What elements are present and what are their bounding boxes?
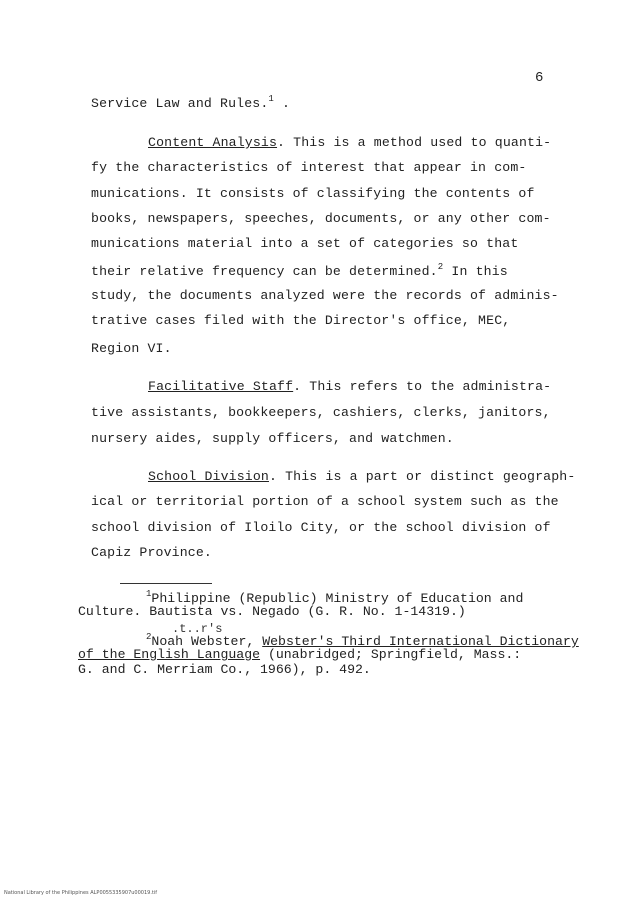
text-fragment: their relative frequency can be determined. [91, 264, 438, 279]
paragraph-school-division [148, 469, 575, 484]
text-fragment: Service Law and Rules. [91, 96, 269, 111]
text-line: ical or territorial portion of a school system such as the [91, 494, 559, 509]
title-language: of the English Language [78, 647, 261, 662]
scan-footer: National Library of the Philippines ALP0055335907u00019.tif [4, 890, 158, 896]
text-line: munications material into a set of categories so that [91, 236, 519, 251]
text-line: Region VI. [91, 341, 172, 356]
text-line: Capiz Province. [91, 545, 212, 560]
footnote-1-line-2: Culture. Bautista vs. Negado (G. R. No. 1-14319.) [78, 604, 466, 619]
text-line [91, 262, 508, 279]
text-line: school division of Iloilo City, or the school division of [91, 520, 551, 535]
text-fragment: Noah Webster, [151, 634, 263, 649]
footnote-ref: 2 [437, 262, 444, 272]
footnote-2-line-3: G. and C. Merriam Co., 1966), p. 492. [78, 662, 371, 677]
text-fragment: . [273, 96, 291, 111]
text-line: nursery aides, supply officers, and watchmen. [91, 431, 454, 446]
text-line: munications. It consists of classifying the contents of [91, 186, 535, 201]
text-fragment: (unabridged; Springfield, Mass.: [260, 647, 522, 662]
paragraph-facilitative-staff [148, 379, 551, 394]
text-fragment: Philippine (Republic) Ministry of Education and [151, 591, 524, 606]
paragraph-content-analysis [148, 135, 551, 150]
footnote-2-line-2 [78, 647, 521, 662]
term-content-analysis: Content Analysis [148, 135, 278, 150]
text-line: study, the documents analyzed were the records of adminis- [91, 288, 559, 303]
text-fragment: . This refers to the administra- [293, 379, 552, 394]
text-line: tive assistants, bookkeepers, cashiers, clerks, janitors, [91, 405, 551, 420]
term-school-division: School Division [148, 469, 269, 484]
handwritten-mark: .t..r's [172, 622, 223, 636]
footnote-number: 1 [146, 589, 152, 599]
text-line: books, newspapers, speeches, documents, or any other com- [91, 211, 551, 226]
page-number: 6 [535, 70, 544, 86]
footnote-divider [120, 583, 212, 584]
title-dictionary: Webster's Third International Dictionary [262, 634, 579, 649]
text-line [91, 94, 290, 111]
text-fragment: In this [443, 264, 508, 279]
footnote-ref: 1 [268, 94, 274, 104]
text-line: fy the characteristics of interest that appear in com- [91, 160, 527, 175]
text-line: trative cases filed with the Director's office, MEC, [91, 313, 511, 328]
text-fragment: . This is a part or distinct geograph- [268, 469, 576, 484]
footnote-number: 2 [146, 632, 152, 642]
text-fragment: . This is a method used to quanti- [277, 135, 552, 150]
term-facilitative-staff: Facilitative Staff [148, 379, 294, 394]
